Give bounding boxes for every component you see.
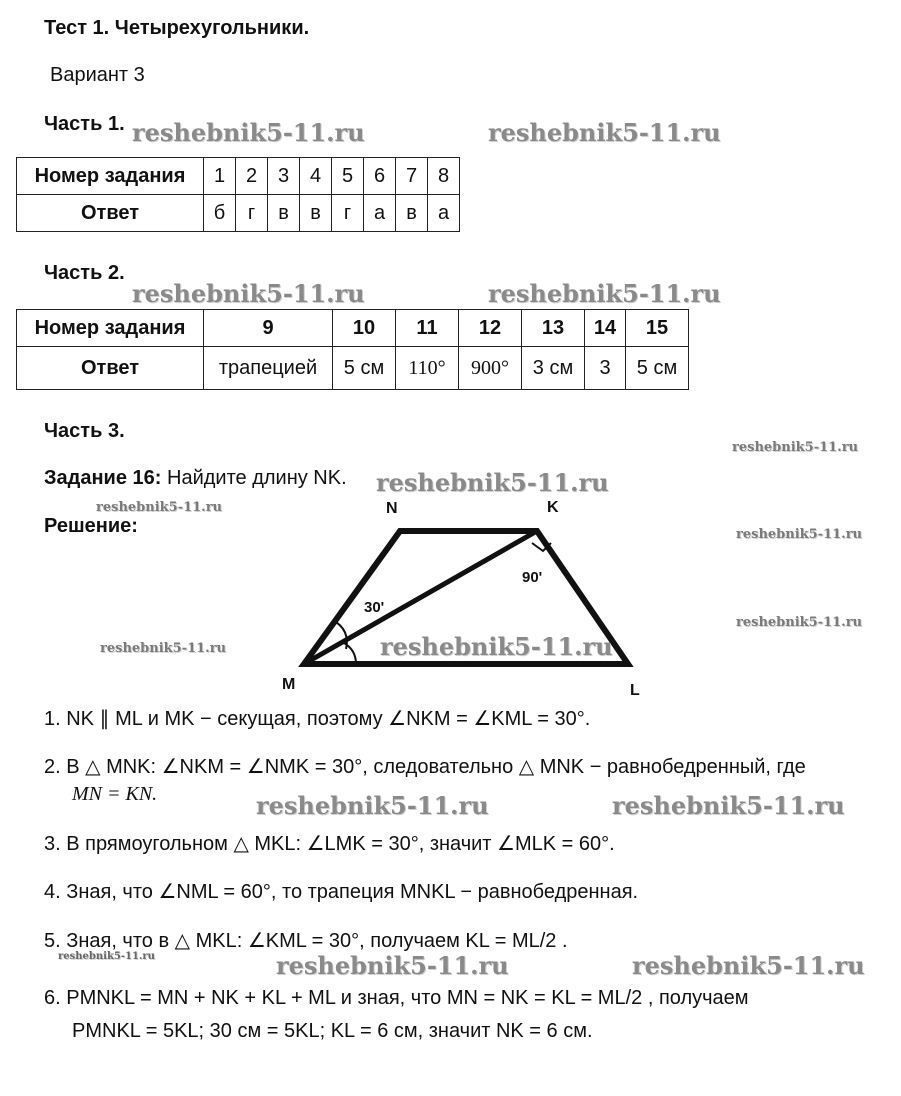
- vertex-m-label: M: [282, 676, 296, 693]
- task-label: Задание 16:: [44, 467, 162, 489]
- number-cell: 9: [204, 310, 333, 347]
- answer-cell: г: [236, 195, 268, 232]
- number-cell: 3: [268, 158, 300, 195]
- answer-cell: в: [396, 195, 428, 232]
- variant-label: Вариант 3: [50, 64, 145, 86]
- solution-step-5: 5. Зная, что в △ MKL: ∠KML = 30°, получаем KL = ML/2 .: [44, 930, 568, 952]
- watermark: reshebnik5-11.ru: [96, 500, 223, 515]
- watermark: reshebnik5-11.ru: [380, 632, 613, 661]
- watermark: reshebnik5-11.ru: [58, 951, 155, 962]
- watermark: reshebnik5-11.ru: [732, 440, 859, 455]
- watermark: reshebnik5-11.ru: [276, 951, 509, 980]
- solution-step-4: 4. Зная, что ∠NML = 60°, то трапеция MNKL − равнобедренная.: [44, 881, 639, 903]
- vertex-l-label: L: [630, 682, 640, 699]
- number-cell: 11: [396, 310, 459, 347]
- number-cell: 1: [204, 158, 236, 195]
- number-cell: 12: [459, 310, 522, 347]
- answer-label-cell: Ответ: [17, 347, 204, 390]
- vertex-k-label: K: [547, 499, 559, 516]
- answer-cell: 110°: [396, 347, 459, 390]
- part2-label: Часть 2.: [44, 262, 125, 284]
- solution-label: Решение:: [44, 515, 138, 537]
- answer-cell: 5 см: [626, 347, 689, 390]
- number-cell: 7: [396, 158, 428, 195]
- number-cell: 6: [364, 158, 396, 195]
- watermark: reshebnik5-11.ru: [488, 279, 721, 308]
- angle-90-label: 90': [522, 569, 543, 586]
- watermark: reshebnik5-11.ru: [736, 527, 863, 542]
- solution-step-1: 1. NK ∥ ML и MK − секущая, поэтому ∠NKM = ∠KML = 30°.: [44, 708, 591, 730]
- answer-cell: а: [364, 195, 396, 232]
- watermark: reshebnik5-11.ru: [376, 468, 609, 497]
- answer-cell: а: [428, 195, 460, 232]
- watermark: reshebnik5-11.ru: [100, 641, 227, 656]
- answer-cell: в: [268, 195, 300, 232]
- number-cell: 8: [428, 158, 460, 195]
- answer-label-cell: Ответ: [17, 195, 204, 232]
- solution-step-6-continuation: PMNKL = 5KL; 30 см = 5KL; KL = 6 см, значит NK = 6 см.: [72, 1020, 593, 1042]
- answer-cell: в: [300, 195, 332, 232]
- answer-cell: 900°: [459, 347, 522, 390]
- number-cell: 10: [333, 310, 396, 347]
- task-text: Найдите длину NK.: [167, 467, 347, 489]
- answer-cell: 5 см: [333, 347, 396, 390]
- angle-30-label: 30': [364, 599, 385, 616]
- watermark: reshebnik5-11.ru: [132, 279, 365, 308]
- answer-cell: б: [204, 195, 236, 232]
- header-cell: Номер задания: [17, 310, 204, 347]
- solution-step-3: 3. В прямоугольном △ MKL: ∠LMK = 30°, значит ∠MLK = 60°.: [44, 833, 615, 855]
- solution-step-6: 6. PMNKL = MN + NK + KL + ML и зная, что MN = NK = KL = ML/2 , получаем: [44, 987, 749, 1009]
- answer-cell: 3 см: [522, 347, 585, 390]
- number-cell: 13: [522, 310, 585, 347]
- number-cell: 2: [236, 158, 268, 195]
- watermark: reshebnik5-11.ru: [488, 118, 721, 147]
- number-cell: 15: [626, 310, 689, 347]
- vertex-n-label: N: [386, 500, 398, 517]
- solution-step-2: 2. В △ MNK: ∠NKM = ∠NMK = 30°, следовательно △ MNK − равнобедренный, где: [44, 756, 806, 778]
- answer-cell: трапецией: [204, 347, 333, 390]
- watermark: reshebnik5-11.ru: [132, 118, 365, 147]
- solution-step-2-continuation: MN = KN.: [72, 783, 158, 805]
- part1-label: Часть 1.: [44, 113, 125, 135]
- number-cell: 5: [332, 158, 364, 195]
- part3-label: Часть 3.: [44, 420, 125, 442]
- page-title: Тест 1. Четырехугольники.: [44, 17, 310, 39]
- watermark: reshebnik5-11.ru: [256, 791, 489, 820]
- answer-cell: г: [332, 195, 364, 232]
- answer-cell: 3: [585, 347, 626, 390]
- number-cell: 4: [300, 158, 332, 195]
- header-cell: Номер задания: [17, 158, 204, 195]
- watermark: reshebnik5-11.ru: [632, 951, 865, 980]
- number-cell: 14: [585, 310, 626, 347]
- watermark: reshebnik5-11.ru: [736, 615, 863, 630]
- watermark: reshebnik5-11.ru: [612, 791, 845, 820]
